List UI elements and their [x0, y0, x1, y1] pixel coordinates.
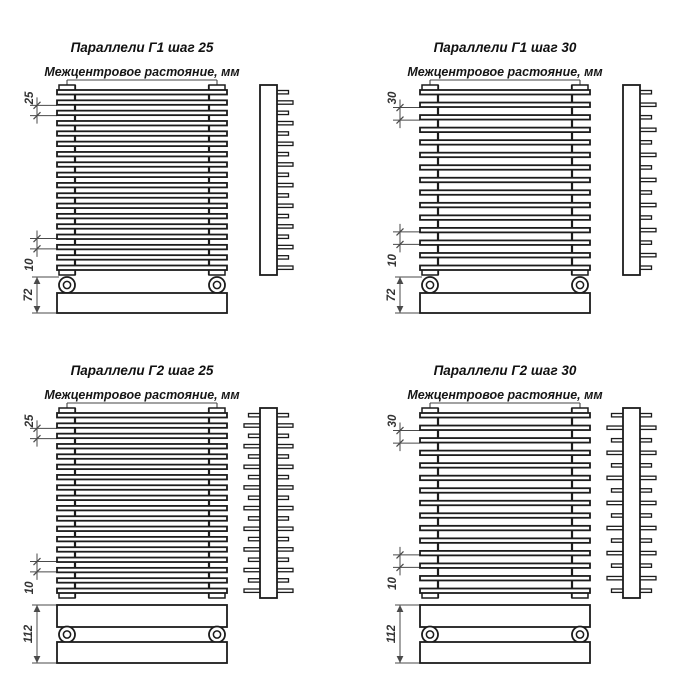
pitch-dimension-label: 30 [386, 414, 399, 428]
drawing-panel-g2-step25 [20, 355, 330, 687]
drawing-panel-g1-step30 [383, 32, 693, 364]
panel-title: Параллели Г2 шаг 30 [433, 363, 577, 378]
technical-drawing [383, 32, 693, 364]
center-distance-label: Межцентровое растояние, мм [44, 388, 240, 402]
center-distance-label: Межцентровое растояние, мм [407, 388, 603, 402]
panel-title: Параллели Г2 шаг 25 [70, 363, 214, 378]
pitch-dimension-label: 25 [23, 414, 36, 428]
technical-drawing [20, 355, 330, 687]
gap-dimension-label: 10 [23, 258, 36, 272]
pitch-dimension-label: 25 [23, 91, 36, 105]
panel-title: Параллели Г1 шаг 30 [433, 40, 577, 55]
technical-drawing [20, 32, 330, 364]
gap-dimension-label: 10 [386, 254, 399, 267]
depth-dimension-label: 72 [385, 288, 398, 302]
front-view [57, 85, 227, 275]
drawing-panel-g2-step30 [383, 355, 693, 687]
depth-dimension-label: 112 [22, 624, 35, 644]
side-view [607, 408, 656, 598]
front-view [420, 85, 590, 275]
drawing-panel-g1-step25 [20, 32, 330, 364]
center-distance-label: Межцентровое растояние, мм [44, 65, 240, 79]
plan-view [420, 605, 590, 663]
gap-dimension-label: 10 [23, 581, 36, 595]
plan-view [420, 277, 590, 313]
pitch-dimension-label: 30 [386, 91, 399, 105]
depth-dimension-label: 72 [22, 288, 35, 302]
gap-dimension-label: 10 [386, 577, 399, 590]
front-view [420, 408, 590, 598]
side-view [260, 85, 293, 275]
front-view [57, 408, 227, 598]
side-view [623, 85, 656, 275]
technical-drawing [383, 355, 693, 687]
center-distance-label: Межцентровое растояние, мм [407, 65, 603, 79]
plan-view [57, 605, 227, 663]
side-view [244, 408, 293, 598]
plan-view [57, 277, 227, 313]
depth-dimension-label: 112 [385, 624, 398, 644]
panel-title: Параллели Г1 шаг 25 [70, 40, 214, 55]
